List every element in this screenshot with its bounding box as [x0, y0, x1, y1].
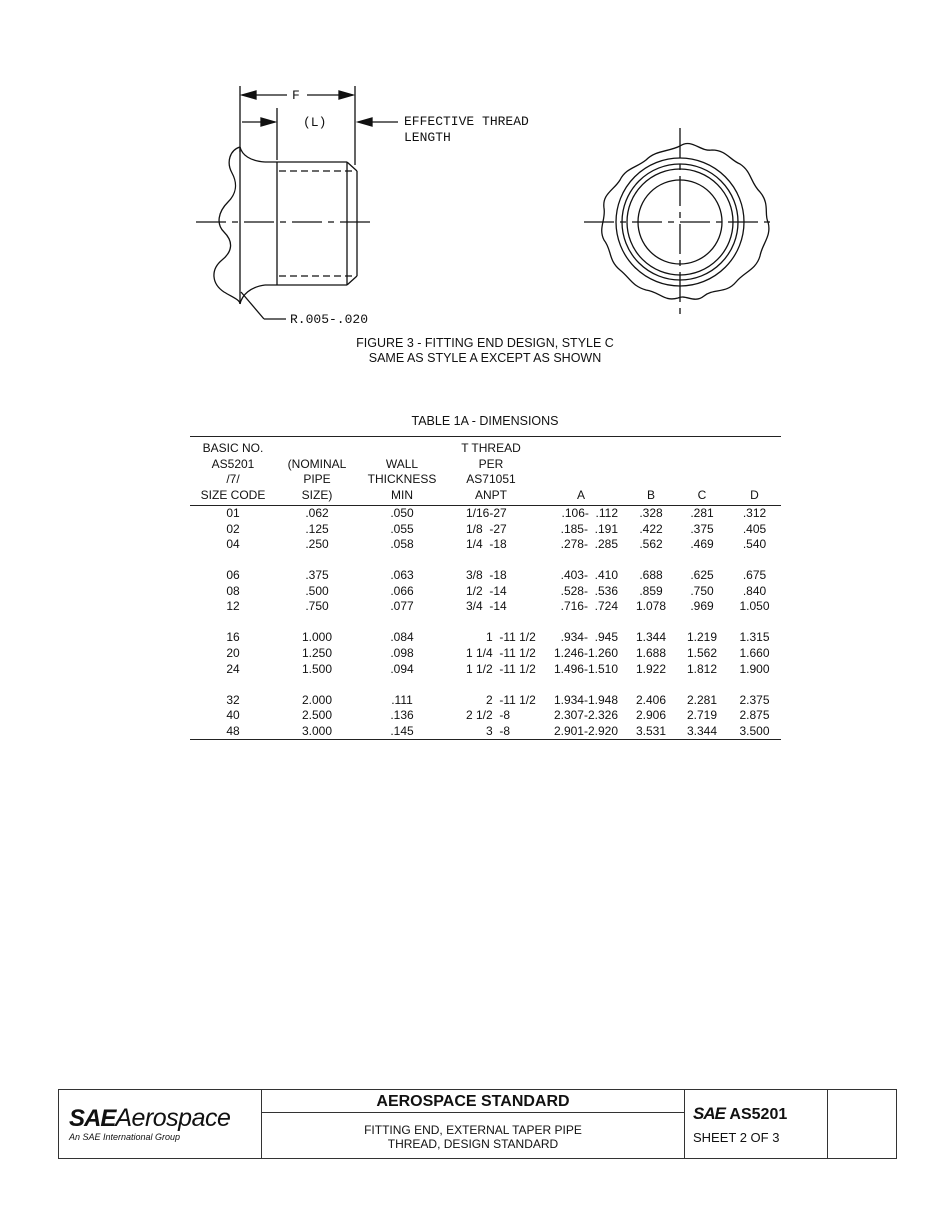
- cell-d: .675: [742, 568, 767, 583]
- cell-c: 1.812: [686, 661, 718, 676]
- header-nominal-line-3: SIZE): [301, 487, 333, 502]
- cell-wall: .077: [390, 599, 414, 614]
- cell-size: 40: [226, 708, 240, 723]
- header-nominal-line-2: PIPE: [303, 472, 331, 486]
- cell-thread: 2 1/2 -8: [466, 708, 511, 723]
- document-title-line-1: FITTING END, EXTERNAL TAPER PIPE: [364, 1123, 582, 1137]
- table-title: TABLE 1A - DIMENSIONS: [411, 414, 559, 428]
- table-row: [190, 537, 781, 553]
- cell-a: 1.246-1.260: [553, 645, 618, 660]
- cell-d: .405: [742, 521, 767, 536]
- cell-d: 1.050: [739, 599, 770, 614]
- title-block: [58, 1089, 897, 1159]
- cell-nominal: 3.000: [276, 724, 358, 740]
- cell-c: 2.281: [686, 692, 718, 707]
- cell-b: 2.406: [635, 692, 667, 707]
- cell-size: 16: [226, 630, 240, 645]
- cell-nominal: 1.250: [301, 645, 333, 660]
- cell-nominal: .250: [305, 537, 329, 552]
- header-wall-line-3: MIN: [391, 487, 413, 502]
- header-thread-line-1: T THREAD: [461, 441, 521, 455]
- cell-thread: 1 1/2 -11 1/2: [466, 661, 536, 676]
- cell-wall: .058: [390, 537, 414, 552]
- logo-wordmark: Aerospace: [115, 1104, 231, 1132]
- sheet-number: SHEET 2 OF 3: [693, 1130, 780, 1145]
- cell-c: .969: [690, 599, 714, 614]
- cell-wall: .094: [390, 661, 414, 676]
- standard-heading: AEROSPACE STANDARD: [262, 1090, 684, 1113]
- cell-nominal: 2.500: [301, 708, 333, 723]
- cell-size: 12: [226, 599, 240, 614]
- cell-a: 1.934-1.948: [553, 692, 618, 707]
- cell-wall: .098: [390, 645, 414, 660]
- cell-wall: .145: [358, 724, 446, 740]
- logo-sae-mark: SAE: [69, 1105, 116, 1132]
- effective-thread-label: EFFECTIVE THREAD: [404, 114, 529, 129]
- document-title: [262, 1113, 684, 1151]
- doc-sae-mark: SAE: [693, 1104, 725, 1123]
- table-body: [190, 506, 781, 740]
- cell-c: 1.219: [686, 630, 718, 645]
- cell-a: .716- .724: [560, 599, 618, 614]
- header-nominal-line-1: (NOMINAL: [287, 456, 347, 471]
- table-row: [190, 662, 781, 678]
- cell-d: .312: [742, 506, 767, 520]
- cell-d: 1.660: [739, 645, 770, 660]
- cell-wall: .066: [390, 583, 414, 598]
- figure-caption-line-1: FIGURE 3 - FITTING END DESIGN, STYLE C: [356, 336, 614, 350]
- cell-thread: 1/2 -14: [466, 583, 507, 598]
- dimensions-table: [190, 436, 781, 740]
- header-d: D: [728, 437, 781, 506]
- cell-d: 2.375: [739, 692, 770, 707]
- cell-a: .528- .536: [560, 583, 618, 598]
- header-basic-no-line-4: SIZE CODE: [200, 487, 266, 502]
- cell-size: 32: [226, 692, 240, 707]
- cell-a: 2.901-2.920: [536, 724, 626, 740]
- cell-d: 3.500: [728, 724, 781, 740]
- table-row: [190, 708, 781, 724]
- table-row: [190, 615, 781, 646]
- header-basic-no-line-2: AS5201: [211, 456, 255, 471]
- cell-size: 02: [226, 521, 240, 536]
- cell-c: .469: [690, 537, 714, 552]
- header-nominal: [276, 437, 358, 506]
- cell-a: .278- .285: [560, 537, 618, 552]
- sae-aerospace-logo: [69, 1104, 230, 1133]
- cell-b: 1.078: [635, 599, 667, 614]
- table-header-row: [190, 437, 781, 506]
- cell-b: 1.922: [635, 661, 667, 676]
- header-basic-no-line-3: /7/: [226, 472, 240, 486]
- cell-a: .403- .410: [560, 568, 618, 583]
- cell-d: .540: [742, 537, 767, 552]
- cell-b: .422: [639, 521, 663, 536]
- cell-c: .375: [690, 521, 714, 536]
- cell-b: 2.906: [635, 708, 667, 723]
- cell-nominal: .375: [305, 568, 329, 583]
- cell-wall: .063: [390, 568, 414, 583]
- header-thread: [446, 437, 536, 506]
- table-row: [190, 522, 781, 538]
- header-basic-no-line-1: BASIC NO.: [202, 441, 264, 455]
- table-row: [190, 646, 781, 662]
- cell-b: 1.688: [635, 645, 667, 660]
- cell-thread: 2 -11 1/2: [466, 692, 536, 707]
- doc-number: AS5201: [729, 1106, 788, 1123]
- cell-wall: .055: [390, 521, 414, 536]
- cell-c: .281: [690, 506, 714, 520]
- cell-a: .934- .945: [560, 630, 618, 645]
- cell-nominal: 2.000: [301, 692, 333, 707]
- effective-thread-label-2: LENGTH: [404, 130, 451, 145]
- cell-size: 01: [226, 506, 240, 520]
- cell-b: .328: [639, 506, 663, 520]
- table-row: [190, 599, 781, 615]
- cell-wall: .084: [390, 630, 414, 645]
- cell-nominal: .125: [305, 521, 329, 536]
- cell-thread: 1/4 -18: [466, 537, 507, 552]
- cell-thread: 3/4 -14: [466, 599, 507, 614]
- cell-size: 20: [226, 645, 240, 660]
- cell-b: 3.531: [626, 724, 676, 740]
- table-row: [190, 584, 781, 600]
- cell-nominal: .062: [305, 506, 329, 520]
- header-wall-line-1: WALL: [385, 456, 419, 471]
- cell-b: 1.344: [635, 630, 667, 645]
- header-thread-line-4: ANPT: [474, 487, 507, 502]
- table-row: [190, 553, 781, 584]
- logo-subtitle: An SAE International Group: [69, 1132, 181, 1142]
- table-row: [190, 724, 781, 740]
- dimension-l-label: (L): [303, 115, 327, 130]
- cell-size: 24: [226, 661, 240, 676]
- table-row: [190, 677, 781, 708]
- cell-c: 1.562: [686, 645, 718, 660]
- cell-a: 2.307-2.326: [553, 708, 618, 723]
- document-number: [693, 1104, 787, 1124]
- header-thread-line-3: AS71051: [466, 472, 516, 486]
- cell-b: .859: [639, 583, 663, 598]
- cell-nominal: 1.000: [301, 630, 333, 645]
- document-title-line-2: THREAD, DESIGN STANDARD: [387, 1137, 559, 1151]
- cell-thread: 1/16-27: [466, 506, 507, 520]
- table-row: [190, 506, 781, 522]
- header-wall: [358, 437, 446, 506]
- radius-label: R.005-.020: [290, 312, 369, 327]
- cell-c: 2.719: [686, 708, 718, 723]
- cell-size: 48: [190, 724, 276, 740]
- header-c: C: [676, 437, 728, 506]
- cell-thread: 1 -11 1/2: [466, 630, 536, 645]
- cell-size: 08: [226, 583, 240, 598]
- cell-size: 06: [226, 568, 240, 583]
- cell-size: 04: [226, 537, 240, 552]
- figure-caption-line-2: SAME AS STYLE A EXCEPT AS SHOWN: [368, 351, 602, 365]
- header-thread-line-2: PER: [478, 456, 504, 471]
- cell-wall: .111: [391, 692, 413, 707]
- cell-nominal: .500: [305, 583, 329, 598]
- cell-a: .106- .112: [561, 506, 618, 520]
- cell-thread: 3 -8: [446, 724, 536, 740]
- cell-d: 1.900: [739, 661, 770, 676]
- cell-nominal: 1.500: [301, 661, 333, 676]
- cell-wall: .050: [390, 506, 414, 520]
- cell-b: .688: [639, 568, 663, 583]
- cell-a: 1.496-1.510: [553, 661, 618, 676]
- header-a: A: [536, 437, 626, 506]
- cell-b: .562: [639, 537, 663, 552]
- figure-caption: [280, 336, 690, 366]
- cell-thread: 1/8 -27: [466, 521, 507, 536]
- cell-wall: .136: [390, 708, 414, 723]
- dimension-f-label: F: [292, 88, 300, 103]
- title-cell: [262, 1090, 685, 1158]
- logo-cell: [59, 1090, 262, 1158]
- header-b: B: [626, 437, 676, 506]
- cell-d: .840: [742, 583, 767, 598]
- document-number-cell: [685, 1090, 828, 1158]
- cell-d: 2.875: [739, 708, 770, 723]
- cell-thread: 3/8 -18: [466, 568, 507, 583]
- header-wall-line-2: THICKNESS: [367, 472, 437, 486]
- cell-d: 1.315: [739, 630, 770, 645]
- cell-c: .750: [690, 583, 714, 598]
- cell-a: .185- .191: [560, 521, 618, 536]
- cell-c: 3.344: [676, 724, 728, 740]
- cell-c: .625: [690, 568, 714, 583]
- cell-thread: 1 1/4 -11 1/2: [466, 645, 536, 660]
- header-basic-no: [190, 437, 276, 506]
- cell-nominal: .750: [305, 599, 329, 614]
